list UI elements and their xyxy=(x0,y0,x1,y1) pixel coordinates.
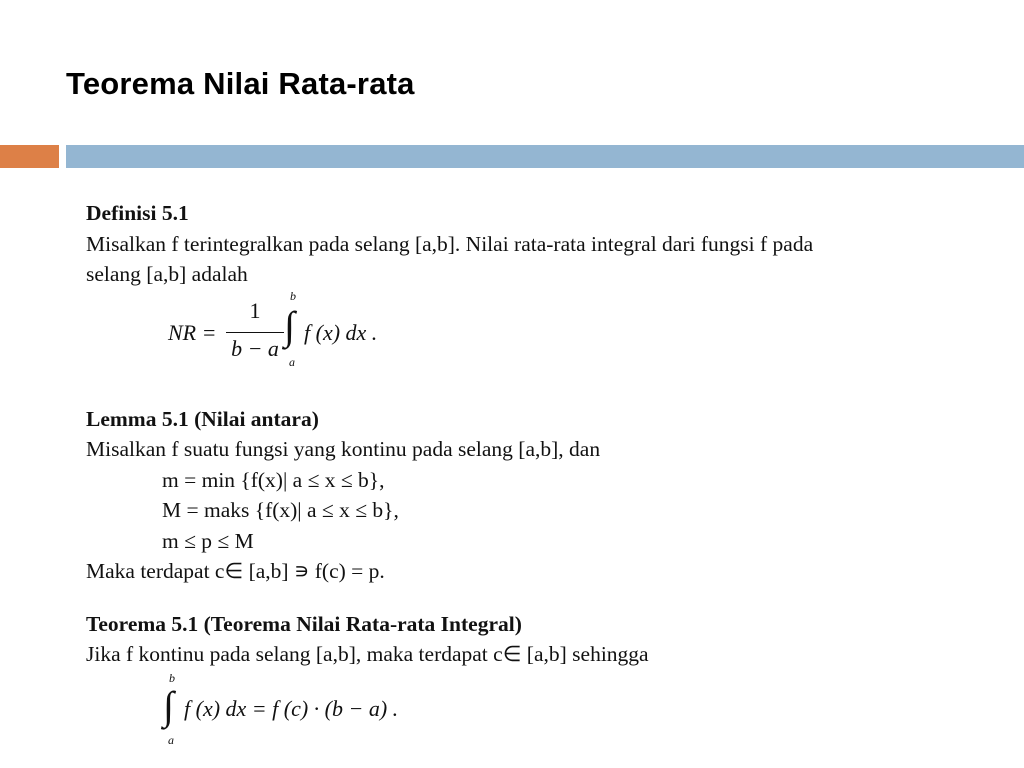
lemma-condition-max: M = maks {f(x)| a ≤ x ≤ b}, xyxy=(162,498,399,522)
lemma-condition-bounds: m ≤ p ≤ M xyxy=(162,528,254,553)
definition-block xyxy=(86,198,986,370)
formula-lhs: NR = xyxy=(168,319,217,345)
formula-integrand: f (x) dx . xyxy=(304,319,378,345)
accent-bar-blue xyxy=(66,145,1024,168)
lemma-text-line-1: Misalkan f suatu fungsi yang kontinu pada selang [a,b], dan xyxy=(86,437,601,461)
lemma-conclusion: Maka terdapat c∈ [a,b] ∍ f(c) = p. xyxy=(86,559,385,583)
integral-lower-limit: a xyxy=(289,354,295,369)
theorem-block xyxy=(86,609,986,752)
fraction-numerator: 1 xyxy=(249,297,261,323)
theorem-heading: Teorema 5.1 (Teorema Nilai Rata-rata Integral) xyxy=(86,611,522,636)
average-value-formula xyxy=(86,288,986,370)
mean-value-theorem-formula xyxy=(86,670,986,752)
lemma-heading: Lemma 5.1 (Nilai antara) xyxy=(86,406,319,431)
integral-sign-icon: ∫ xyxy=(284,302,295,348)
formula-expression: f (x) dx = f (c) · (b − a) . xyxy=(184,695,399,721)
integral-sign-icon: ∫ xyxy=(163,682,174,728)
integral-upper-limit: b xyxy=(169,670,175,685)
definition-heading: Definisi 5.1 xyxy=(86,201,189,225)
definition-text-line-1: Misalkan f terintegralkan pada selang [a,b]. Nilai rata-rata integral dari fungsi f pada xyxy=(86,231,814,256)
lemma-condition-min: m = min {f(x)| a ≤ x ≤ b}, xyxy=(162,467,385,492)
integral-upper-limit: b xyxy=(290,288,296,303)
slide-title: Teorema Nilai Rata-rata xyxy=(66,66,415,101)
slide-content xyxy=(86,198,986,752)
fraction-denominator: b − a xyxy=(231,335,279,361)
lemma-block xyxy=(86,404,986,587)
theorem-text-line-1: Jika f kontinu pada selang [a,b], maka terdapat c∈ [a,b] sehingga xyxy=(86,642,649,666)
accent-bar-orange xyxy=(0,145,59,168)
integral-lower-limit: a xyxy=(168,732,174,747)
definition-text-line-2: selang [a,b] adalah xyxy=(86,262,248,286)
